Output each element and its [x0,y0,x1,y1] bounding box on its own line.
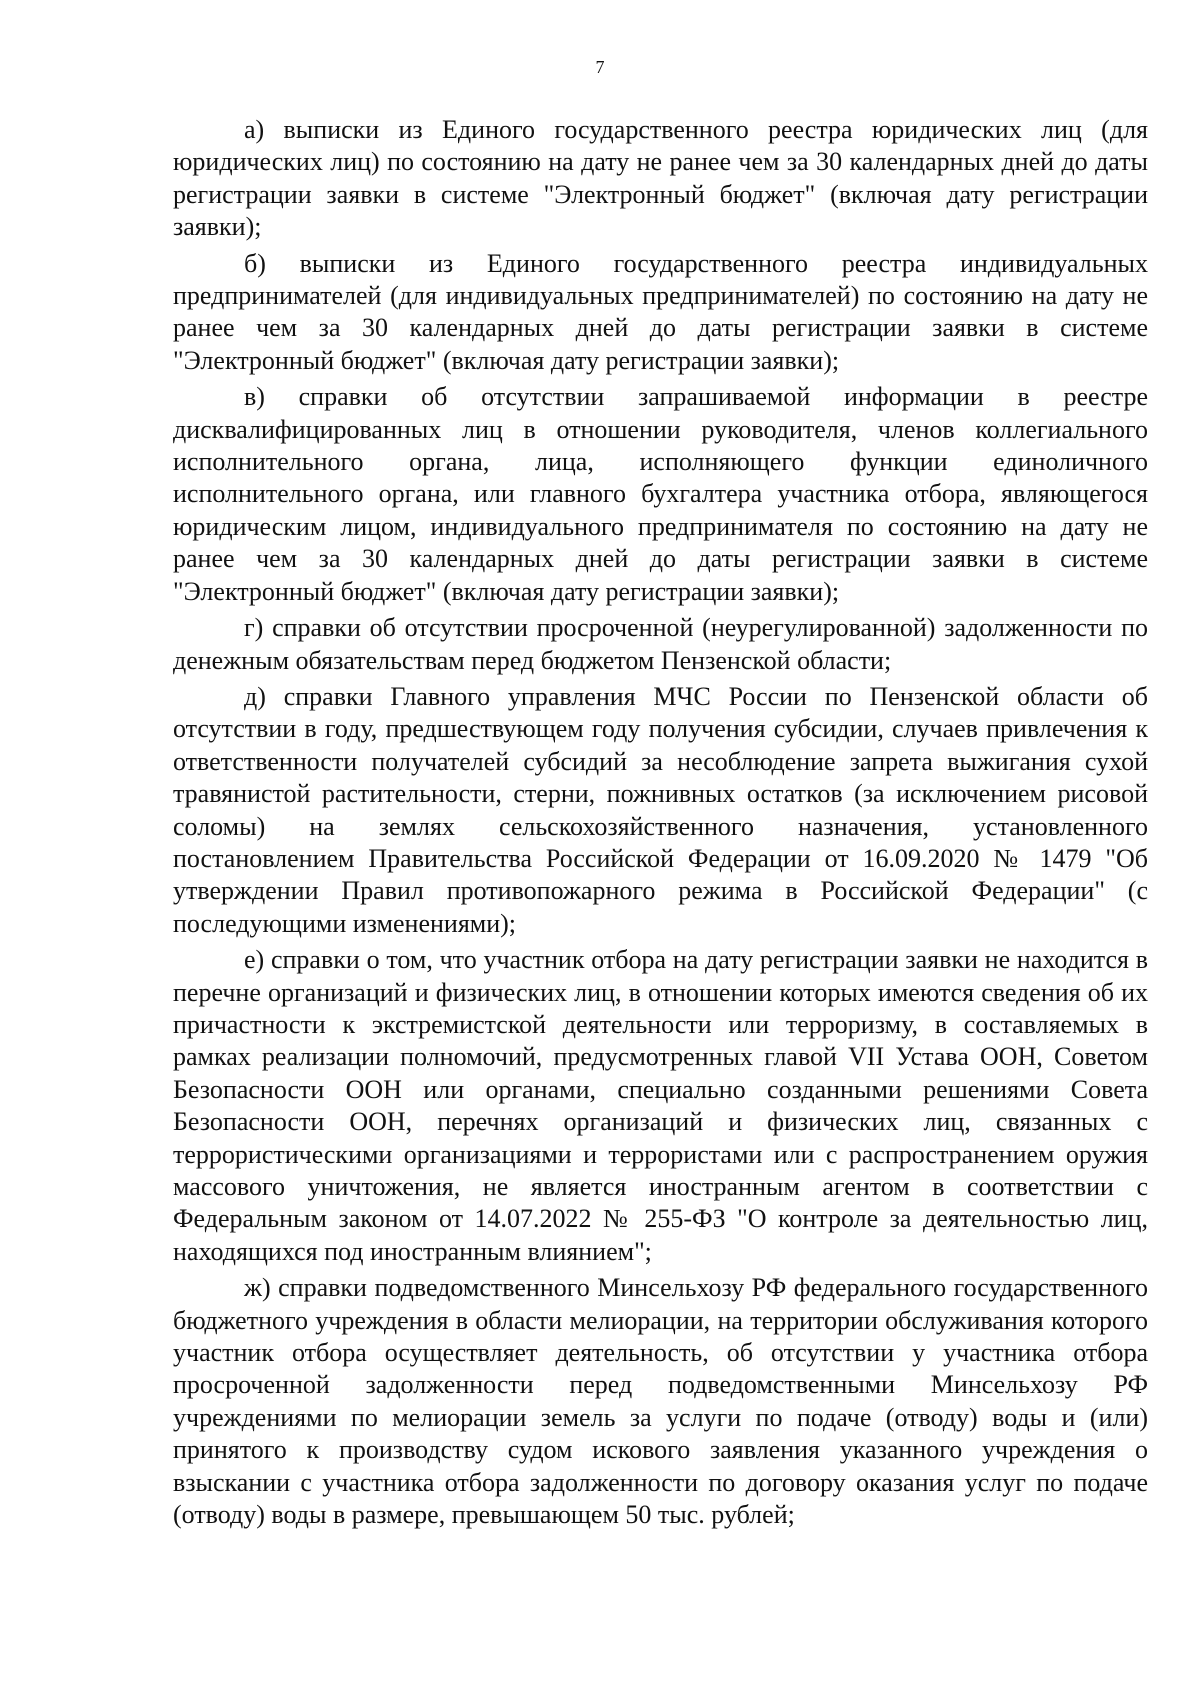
paragraph-d: д) справки Главного управления МЧС России по Пензенской области об отсутствии в году, предшествующем году получения субсидии, случаев привлечения к ответственности получателей субсидий за несоблюдение запрета выжигания сухой травянистой растительности, стерни, пожнивных остатков (за исключением рисовой соломы) на землях сельскохозяйственного назначения, установленного постановлением Правительства Российской Федерации от 16.09.2020 № 1479 "Об утверждении Правил противопожарного режима в Российской Федерации" (с последующими изменениями); [173,681,1148,938]
paragraph-v: в) справки об отсутствии запрашиваемой информации в реестре дисквалифицированных лиц в отношении руководителя, членов коллегиального исполнительного органа, лица, исполняющего функции единоличного исполнительного органа, или главного бухгалтера участника отбора, являющегося юридическим лицом, индивидуального предпринимателя по состоянию на дату не ранее чем за 30 календарных дней до даты регистрации заявки в системе "Электронный бюджет" (включая дату регистрации заявки); [173,382,1148,606]
paragraph-zh: ж) справки подведомственного Минсельхозу РФ федерального государственного бюджетного учреждения в области мелиорации, на территории обслуживания которого участник отбора осуществляет деятельность, об отсутствии у участника отбора просроченной задолженности перед подведомственными Минсельхозу РФ учреждениями по мелиорации земель за услуги по подаче (отводу) воды и (или) принятого к производству судом искового заявления указанного учреждения о взыскании с участника отбора задолженности по договору оказания услуг по подаче (отводу) воды в размере, превышающем 50 тыс. рублей; [173,1273,1148,1530]
paragraph-e: е) справки о том, что участник отбора на дату регистрации заявки не находится в перечне организаций и физических лиц, в отношении которых имеются сведения об их причастности к экстремистской деятельности или терроризму, в составляемых в рамках реализации полномочий, предусмотренных главой VII Устава ООН, Советом Безопасности ООН или органами, специально созданными решениями Совета Безопасности ООН, перечнях организаций и физических лиц, связанных с террористическими организациями и террористами или с распространением оружия массового уничтожения, не является иностранным агентом в соответствии с Федеральным законом от 14.07.2022 № 255-ФЗ "О контроле за деятельностью лиц, находящихся под иностранным влиянием"; [173,945,1148,1266]
page-number: 7 [595,57,605,77]
paragraph-a: а) выписки из Единого государственного реестра юридических лиц (для юридических лиц) по состоянию на дату не ранее чем за 30 календарных дней до даты регистрации заявки в системе "Электронный бюджет" (включая дату регистрации заявки); [173,115,1148,242]
paragraph-g: г) справки об отсутствии просроченной (неурегулированной) задолженности по денежным обязательствам перед бюджетом Пензенской области; [173,613,1148,675]
document-body [173,114,1148,1535]
paragraph-b: б) выписки из Единого государственного реестра индивидуальных предпринимателей (для индивидуальных предпринимателей) по состоянию на дату не ранее чем за 30 календарных дней до даты регистрации заявки в системе "Электронный бюджет" (включая дату регистрации заявки); [173,248,1148,375]
